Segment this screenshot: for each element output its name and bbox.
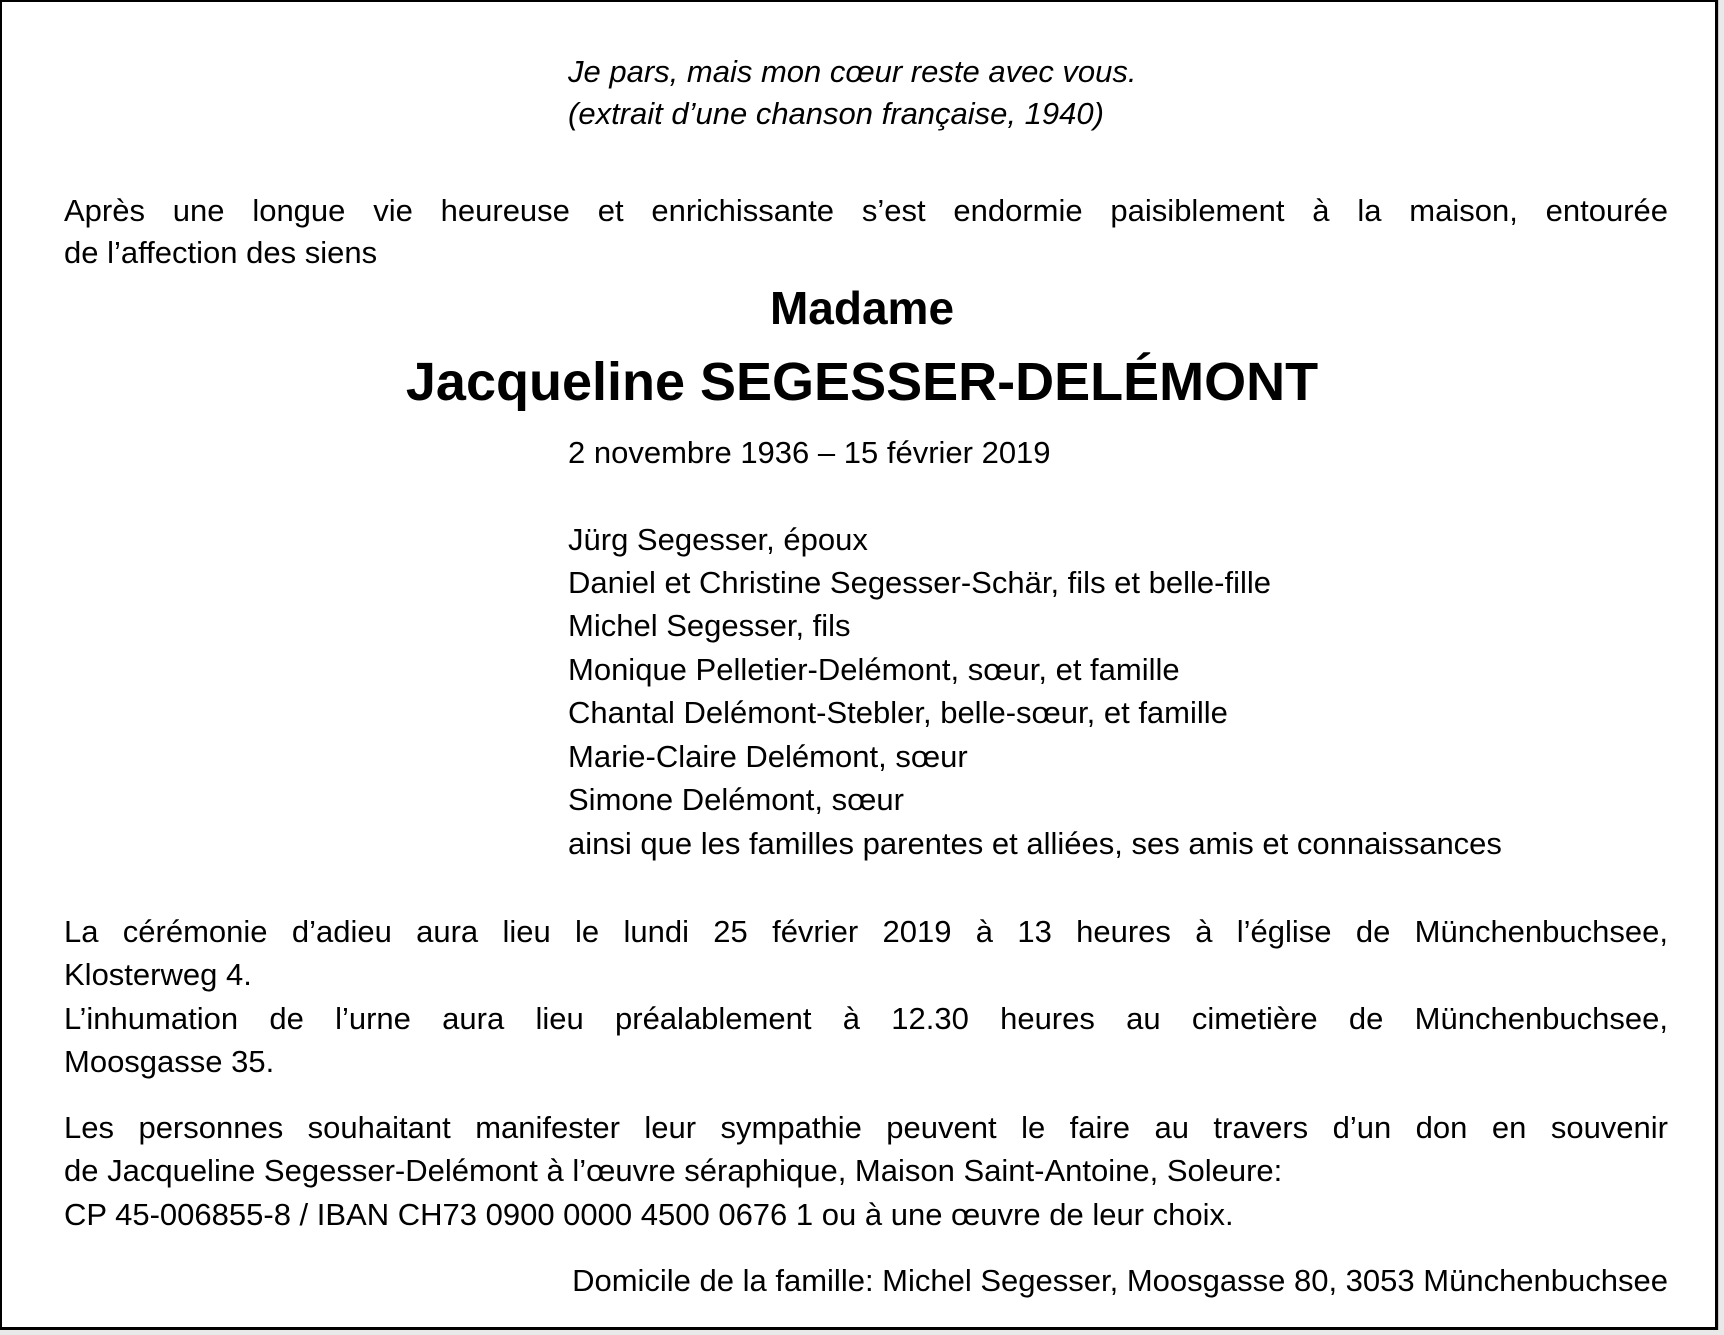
ceremony-line-4: Moosgasse 35. xyxy=(64,1044,275,1079)
page-edge-bottom xyxy=(0,1330,1724,1335)
donation-line-1: Les personnes souhaitant manifester leur sympathie peuvent le faire au travers d’un don en souvenir xyxy=(64,1110,1668,1145)
donation-line-3: CP 45-006855-8 / IBAN CH73 0900 0000 4500 0676 1 ou à une œuvre de leur choix. xyxy=(64,1197,1234,1232)
mourner-item: Jürg Segesser, époux xyxy=(568,522,868,557)
ceremony-line-2: Klosterweg 4. xyxy=(64,957,252,992)
deceased-name: Jacqueline SEGESSER-DELÉMONT xyxy=(405,352,1319,412)
mourner-item: Simone Delémont, sœur xyxy=(568,782,904,817)
family-domicile: Domicile de la famille: Michel Segesser, Moosgasse 80, 3053 Münchenbuchsee xyxy=(572,1263,1668,1298)
quote-line-1: Je pars, mais mon cœur reste avec vous. xyxy=(568,54,1137,89)
mourner-item: Marie-Claire Delémont, sœur xyxy=(568,739,968,774)
deceased-title: Madame xyxy=(769,282,955,334)
ceremony-line-3: L’inhumation de l’urne aura lieu préalablement à 12.30 heures au cimetière de Münchenbuchsee, xyxy=(64,1001,1668,1036)
mourner-item: Monique Pelletier-Delémont, sœur, et famille xyxy=(568,652,1180,687)
quote-line-2: (extrait d’une chanson française, 1940) xyxy=(568,96,1104,131)
donation-line-2: de Jacqueline Segesser-Delémont à l’œuvre séraphique, Maison Saint-Antoine, Soleure: xyxy=(64,1153,1283,1188)
mourner-item: Michel Segesser, fils xyxy=(568,608,851,643)
intro-line-2: de l’affection des siens xyxy=(64,235,378,270)
page-edge-right xyxy=(1718,0,1724,1335)
deceased-dates: 2 novembre 1936 – 15 février 2019 xyxy=(568,435,1051,470)
mourner-item: ainsi que les familles parentes et alliées, ses amis et connaissances xyxy=(568,826,1502,861)
intro-line-1: Après une longue vie heureuse et enrichissante s’est endormie paisiblement à la maison, entourée xyxy=(64,193,1668,228)
mourner-item: Daniel et Christine Segesser-Schär, fils et belle-fille xyxy=(568,565,1271,600)
mourner-item: Chantal Delémont-Stebler, belle-sœur, et famille xyxy=(568,695,1228,730)
ceremony-line-1: La cérémonie d’adieu aura lieu le lundi 25 février 2019 à 13 heures à l’église de Münchenbuchsee, xyxy=(64,914,1668,949)
